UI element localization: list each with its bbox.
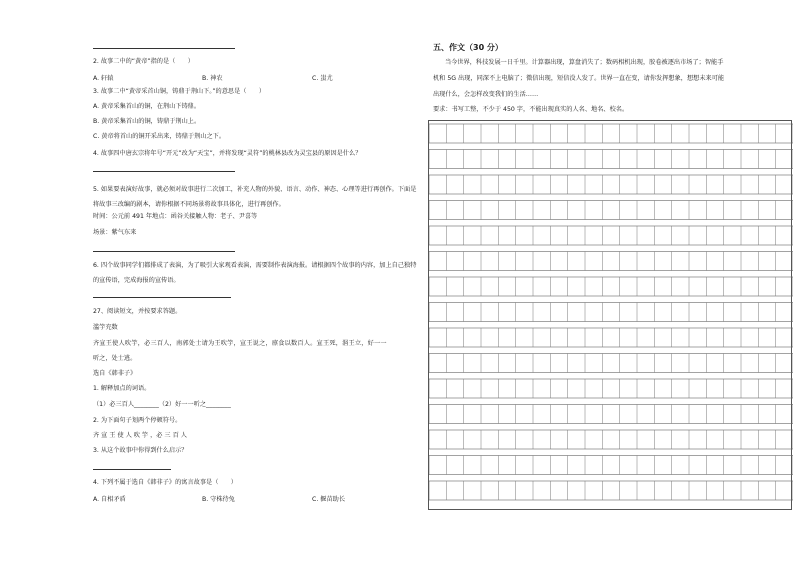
answer-line <box>93 297 231 298</box>
q5-scene: 场景：紫气东来 <box>93 229 137 236</box>
subquestion-1-items: （1）必三百人________（2）好一一听之________ <box>93 401 231 408</box>
question-3: 3. 故事二中“黄帝采首山铜，铸鼎于荆山下。”的意思是（ ） <box>93 88 266 95</box>
question-4: 4. 故事四中唐玄宗将年号“开元”改为“天宝”，并将发现“灵符”的桃林县改为灵宝县的原因是什么？ <box>93 150 362 157</box>
question-27: 27、阅读短文，并按要求答题。 <box>93 308 182 315</box>
passage-source: 选自《韩非子》 <box>93 370 137 377</box>
grid-row <box>429 150 793 169</box>
q2-option-a: A. 轩辕 <box>93 75 114 82</box>
essay-prompt-line-1: 当今世界，科技发展一日千里。计算器出现，算盘消失了；数码相机出现，胶卷被逐出市场了；智能手 <box>445 59 724 66</box>
grid-row <box>429 328 793 347</box>
question-5-text: 5. 如果要表演好故事，就必须对故事进行二次加工，补充人物的外貌、语言、动作、神态、心理等进行再创作。下面是将故事三改编的剧本，请你根据不同场景将故事具体化，进行再创作。 <box>93 186 417 208</box>
grid-row <box>429 379 793 398</box>
q5-time: 时间：公元前 491 年地点：函谷关接触人物：老子、尹喜等 <box>93 213 258 220</box>
grid-row <box>429 303 793 322</box>
subquestion-4: 4. 下列不属于选自《韩非子》的寓言故事是（ ） <box>93 479 237 486</box>
answer-line <box>93 171 235 172</box>
grid-row <box>429 252 793 271</box>
grid-row <box>429 354 793 373</box>
grid-row <box>429 405 793 424</box>
answer-line <box>93 469 171 470</box>
answer-line <box>93 48 235 49</box>
q3-option-c: C. 黄帝将首山的铜开采出来，铸鼎于荆山之下。 <box>93 133 226 140</box>
q3-option-a: A. 黄帝采集首山的铜，在荆山下铸鼎。 <box>93 103 201 110</box>
writing-grid[interactable] <box>428 120 792 510</box>
subquestion-1: 1. 解释加点的词语。 <box>93 385 151 392</box>
grid-row <box>429 175 793 194</box>
question-2: 2. 故事二中的“黄帝”指的是（ ） <box>93 58 194 65</box>
s4-option-c: C. 揠苗助长 <box>312 496 346 503</box>
q3-option-b: B. 黄帝采集首山的铜，铸鼎于荆山上。 <box>93 118 201 125</box>
subquestion-2-sentence: 齐 宣 王 使 人 吹 竽 ，必 三 百 人 <box>93 432 187 439</box>
question-5 <box>93 182 419 212</box>
question-6-text: 6. 四个故事同学们都排成了表演，为了吸引大家观看表演，需要制作表演海报。请根据四个故事的内容，加上自己独特的宣传语，完成海报的宣传语。 <box>93 262 417 284</box>
passage-title: 滥竽充数 <box>93 324 118 331</box>
essay-section-title: 五、作文（30 分） <box>433 43 503 52</box>
grid-row <box>429 430 793 449</box>
essay-prompt-line-3: 出现什么，会怎样改变我们的生活…… <box>433 91 539 98</box>
writing-grid-lines <box>429 121 793 511</box>
grid-row <box>429 277 793 296</box>
q2-option-b: B. 神农 <box>202 75 223 82</box>
essay-prompt-line-2: 机和 5G 出现，同深不上电脑了；微信出现，短信没人发了。世界一直在变，请你发挥想象，想想未来可能 <box>433 75 725 82</box>
passage-line-2: 听之，处士逃。 <box>93 355 137 362</box>
grid-row <box>429 124 793 143</box>
question-6 <box>93 258 419 288</box>
essay-requirement: 要求：书写工整，不少于 450 字，不能出现真实的人名、地名、校名。 <box>433 106 629 113</box>
s4-option-b: B. 守株待兔 <box>202 496 235 503</box>
s4-option-a: A. 自相矛盾 <box>93 496 126 503</box>
grid-row <box>429 201 793 220</box>
grid-row <box>429 456 793 475</box>
subquestion-3: 3. 从这个故事中你得到什么启示？ <box>93 447 188 454</box>
grid-row <box>429 226 793 245</box>
answer-line <box>93 251 235 252</box>
passage-line-1: 齐宣王使人吹竽，必三百人，南郭处士请为王吹竽，宣王说之，廪食以数百人。宣王死，湣王立，好一一 <box>93 340 387 347</box>
q2-option-c: C. 蚩尤 <box>312 75 333 82</box>
subquestion-2: 2. 为下面句子划两个停顿符号。 <box>93 417 182 424</box>
grid-row <box>429 481 793 500</box>
